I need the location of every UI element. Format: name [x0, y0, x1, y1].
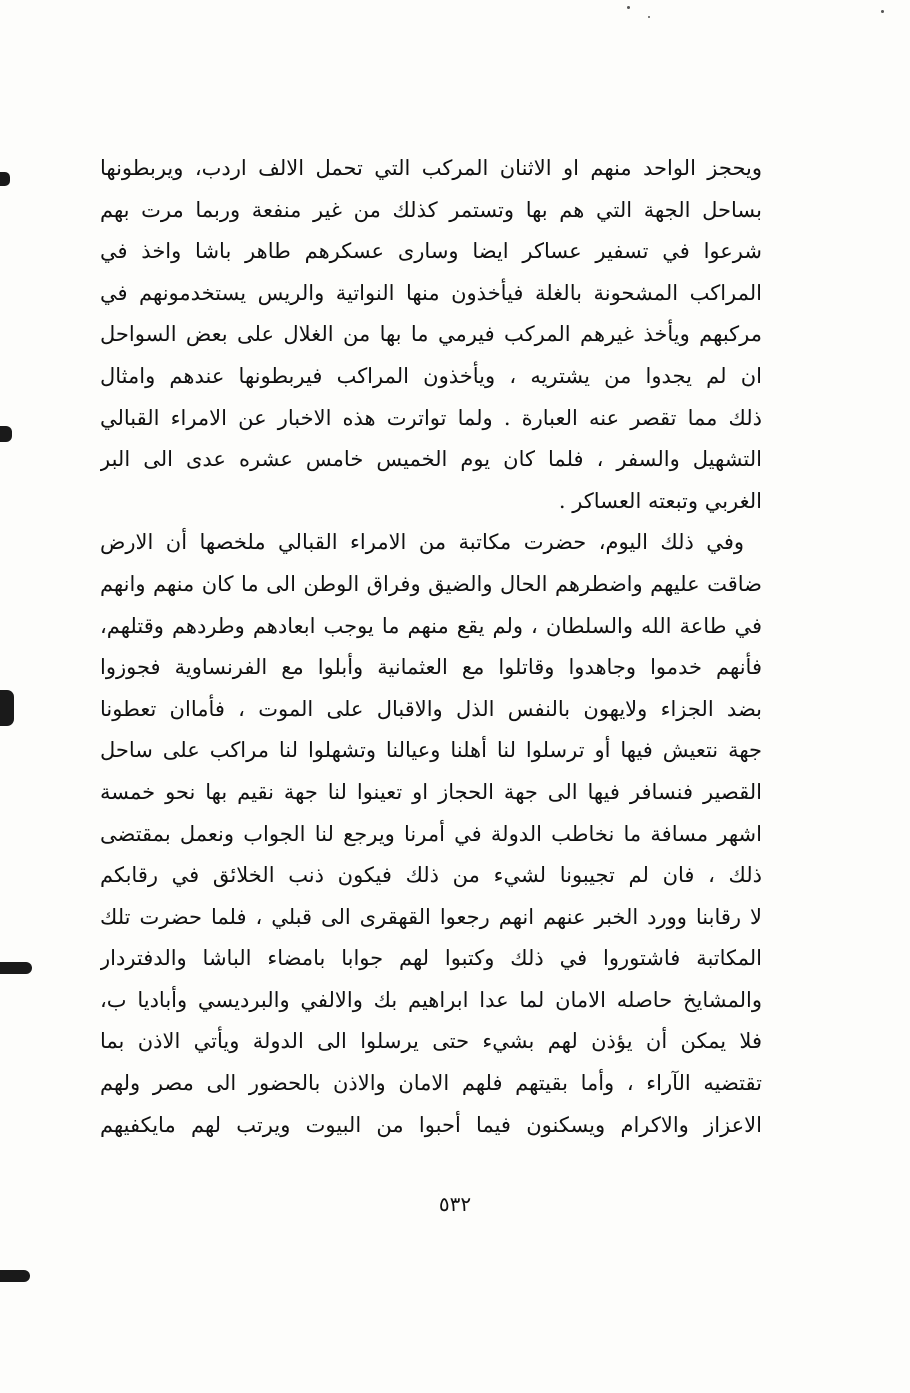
- text-line: القصير فنسافر فيها الى جهة الحجاز او تعينوا لنا جهة نقيم بها نحو خمسة: [100, 779, 762, 804]
- binding-mark: [0, 690, 14, 726]
- text-line: ويحجز الواحد منهم او الاثنان المركب التي تحمل الالف اردب، ويربطونها: [100, 156, 762, 180]
- text-line: ذلك مما تقصر عنه العبارة . ولما تواترت هذه الاخبار عن الامراء القبالي: [100, 405, 762, 430]
- text-line: بساحل الجهة التي هم بها وتستمر كذلك من غير منفعة وربما مرت بهم: [100, 197, 762, 222]
- body-text: [100, 148, 762, 1146]
- text-line: المكاتبة فاشتوروا في ذلك وكتبوا لهم جوابا بامضاء الباشا والدفتردار: [100, 946, 762, 971]
- text-line: المراكب المشحونة بالغلة فيأخذون منها النواتية والريس يستخدمونهم في: [100, 280, 762, 305]
- scan-speck: [627, 6, 630, 9]
- text-line: الاعزاز والاكرام ويسكنون فيما أحبوا من البيوت ويرتب لهم مايكفيهم: [100, 1112, 762, 1137]
- text-line: وفي ذلك اليوم، حضرت مكاتبة من الامراء القبالي ملخصها أن الارض: [100, 530, 744, 555]
- text-line: فأنهم خدموا وجاهدوا وقاتلوا مع العثمانية وأبلوا مع الفرنساوية فجوزوا: [100, 655, 762, 680]
- scan-speck: [648, 16, 650, 18]
- text-line: الغربي وتبعته العساكر .: [558, 488, 762, 513]
- text-line: شرعوا في تسفير عساكر ايضا وسارى عسكرهم طاهر باشا واخذ في: [100, 239, 762, 264]
- text-line: والمشايخ حاصله الامان لما عدا ابراهيم بك والالفي والبرديسي وأباديا ب،: [100, 987, 762, 1012]
- text-line: لا رقابنا وورد الخبر عنهم انهم رجعوا القهقرى الى قبلي ، فلما حضرت تلك: [100, 904, 762, 929]
- binding-mark: [0, 172, 10, 186]
- binding-mark: [0, 1270, 30, 1282]
- text-line: التشهيل والسفر ، فلما كان يوم الخميس خامس عشره عدى الى البر: [100, 447, 762, 472]
- binding-mark: [0, 426, 12, 442]
- text-line: فلا يمكن أن يؤذن لهم بشيء حتى يرسلوا الى الدولة ويأتي الاذن بما: [100, 1029, 762, 1054]
- text-line: اشهر مسافة ما نخاطب الدولة في أمرنا ويرجع لنا الجواب ونعمل بمقتضى: [100, 821, 762, 846]
- text-line: جهة نتعيش فيها أو ترسلوا لنا أهلنا وعيالنا وتشهلوا لنا مراكب على ساحل: [100, 738, 762, 763]
- text-line: في طاعة الله والسلطان ، ولم يقع منهم ما يوجب ابعادهم وطردهم وقتلهم،: [100, 613, 762, 638]
- text-line: مركبهم ويأخذ غيرهم المركب فيرمي ما بها من الغلال على بعض السواحل: [100, 322, 762, 347]
- text-line: بضد الجزاء ولايهون بالنفس الذل والاقبال على الموت ، فأماان تعطونا: [100, 696, 762, 721]
- text-line: ان لم يجدوا من يشتريه ، ويأخذون المراكب فيربطونها عندهم وامثال: [100, 363, 762, 388]
- text-line: ضاقت عليهم واضطرهم الحال والضيق وفراق الوطن الى ما كان منهم وانهم: [100, 571, 762, 596]
- page-number: ٥٣٢: [438, 1192, 472, 1216]
- scan-speck: [881, 10, 884, 13]
- binding-mark: [0, 962, 32, 974]
- text-line: تقتضيه الآراء ، وأما بقيتهم فلهم الامان والاذن بالحضور الى مصر ولهم: [100, 1071, 762, 1096]
- text-line: ذلك ، فان لم تجيبونا لشيء من ذلك فيكون ذنب الخلائق في رقابكم: [100, 863, 762, 888]
